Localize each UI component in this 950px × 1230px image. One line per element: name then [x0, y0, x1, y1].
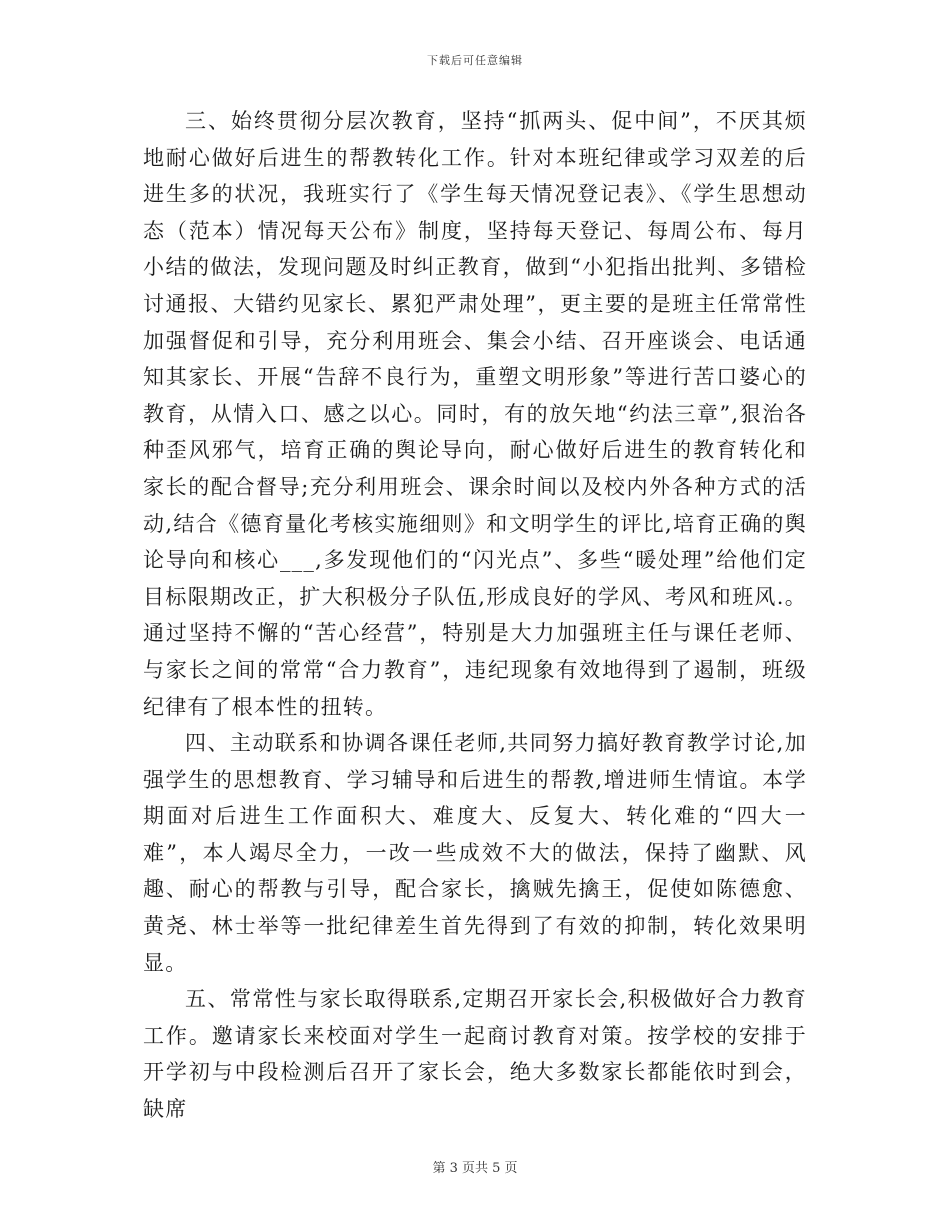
document-body — [143, 103, 807, 1128]
paragraph-5: 五、常常性与家长取得联系,定期召开家长会,积极做好合力教育工作。邀请家长来校面对学生一起商讨教育对策。按学校的安排于开学初与中段检测后召开了家长会，绝大多数家长都能依时到会，缺席 — [143, 987, 807, 1122]
page-header: 下载后可任意编辑 — [427, 54, 523, 67]
paragraph-4: 四、主动联系和协调各课任老师,共同努力搞好教育教学讨论,加强学生的思想教育、学习辅导和后进生的帮教,增进师生情谊。本学期面对后进生工作面积大、难度大、反复大、转化难的“四大一难”，本人竭尽全力，一改一些成效不大的做法，保持了幽默、风趣、耐心的帮教与引导，配合家长，擒贼先擒王，促使如陈德愈、黄尧、林士举等一批纪律差生首先得到了有效的抑制，转化效果明显。 — [143, 731, 807, 975]
page-footer: 第 3 页共 5 页 — [432, 1161, 518, 1176]
paragraph-3: 三、始终贯彻分层次教育，坚持“抓两头、促中间”，不厌其烦地耐心做好后进生的帮教转化工作。针对本班纪律或学习双差的后进生多的状况，我班实行了《学生每天情况登记表》、《学生思想动态（范本）情况每天公布》制度，坚持每天登记、每周公布、每月小结的做法，发现问题及时纠正教育，做到“小犯指出批判、多错检讨通报、大错约见家长、累犯严肃处理”，更主要的是班主任常常性加强督促和引导，充分利用班会、集会小结、召开座谈会、电话通知其家长、开展“告辞不良行为，重塑文明形象”等进行苦口婆心的教育，从情入口、感之以心。同时，有的放矢地“约法三章”,狠治各种歪风邪气，培育正确的舆论导向，耐心做好后进生的教育转化和家长的配合督导;充分利用班会、课余时间以及校内外各种方式的活动,结合《德育量化考核实施细则》和文明学生的评比,培育正确的舆论导向和核心___,多发现他们的“闪光点”、多些“暖处理”给他们定目标限期改正，扩大积极分子队伍,形成良好的学风、考风和班风.。通过坚持不懈的“苦心经营”，特别是大力加强班主任与课任老师、与家长之间的常常“合力教育”，违纪现象有效地得到了遏制，班级纪律有了根本性的扭转。 — [143, 109, 807, 719]
